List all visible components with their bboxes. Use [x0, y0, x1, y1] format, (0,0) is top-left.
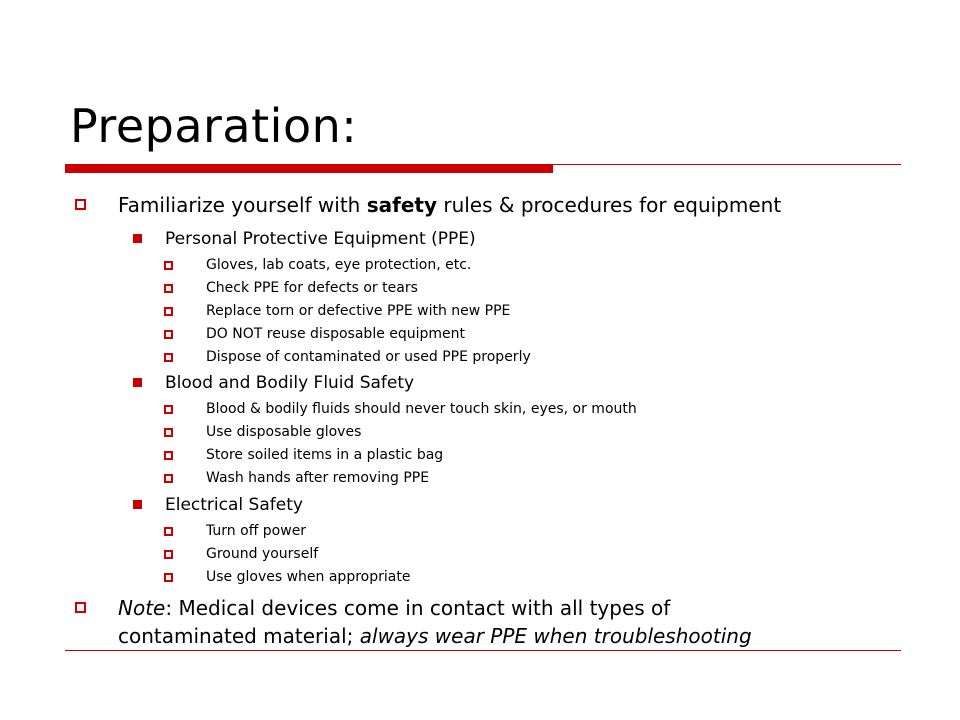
note-label: Note	[118, 596, 166, 620]
title-rule-thick	[65, 165, 553, 173]
bullet-familiarize-text: Familiarize yourself with safety rules & procedures for equipment	[118, 193, 782, 217]
note-line-1: Note: Medical devices come in contact with all types of	[118, 596, 671, 620]
note-line-2: contaminated material; always wear PPE when troubleshooting	[118, 624, 752, 648]
subheading-ppe-label: Personal Protective Equipment (PPE)	[165, 229, 476, 249]
hollow-square-bullet-icon	[164, 405, 173, 414]
filled-square-bullet-icon	[133, 500, 142, 509]
hollow-square-bullet-icon	[164, 527, 173, 536]
subheading-blood-label: Blood and Bodily Fluid Safety	[165, 373, 415, 393]
hollow-square-bullet-icon	[164, 307, 173, 316]
hollow-square-bullet-icon	[164, 261, 173, 270]
hollow-square-bullet-icon	[75, 199, 86, 210]
hollow-square-bullet-icon	[164, 573, 173, 582]
hollow-square-bullet-icon	[164, 428, 173, 437]
hollow-square-bullet-icon	[164, 550, 173, 559]
subheading-electrical-label: Electrical Safety	[165, 495, 303, 515]
hollow-square-bullet-icon	[164, 474, 173, 483]
hollow-square-bullet-icon	[164, 284, 173, 293]
slide-title: Preparation:	[70, 99, 358, 153]
hollow-square-bullet-icon	[164, 451, 173, 460]
filled-square-bullet-icon	[133, 234, 142, 243]
hollow-square-bullet-icon	[164, 330, 173, 339]
hollow-square-bullet-icon	[164, 353, 173, 362]
footer-rule	[65, 650, 901, 651]
filled-square-bullet-icon	[133, 378, 142, 387]
safety-emphasis: safety	[366, 193, 437, 217]
hollow-square-bullet-icon	[75, 602, 86, 613]
note-emphasis: always wear PPE when troubleshooting	[359, 624, 752, 648]
